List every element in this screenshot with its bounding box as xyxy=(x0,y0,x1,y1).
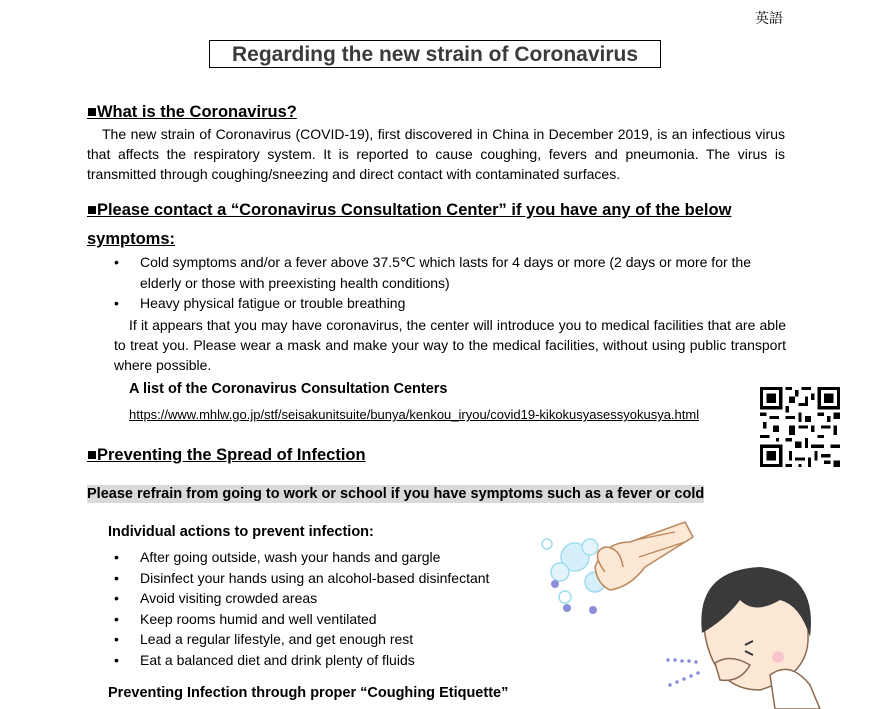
section-heading-what-is: ■What is the Coronavirus? xyxy=(87,103,297,121)
language-tag: 英語 xyxy=(755,10,783,26)
list-item: • Lead a regular lifestyle, and get enough rest xyxy=(114,631,414,647)
section-body-contact: If it appears that you may have coronavirus, the center will introduce you to medical facilities that are able to treat you. Please wear a mask and make your way to the medical facilities, without using public transport where possible. xyxy=(114,317,786,373)
section-heading-contact-cont: symptoms: xyxy=(87,230,176,248)
individual-actions-title: Individual actions to prevent infection: xyxy=(108,524,374,540)
list-item: • Eat a balanced diet and drink plenty of fluids xyxy=(114,651,415,668)
qr-code-icon[interactable] xyxy=(760,387,840,467)
page-title: Regarding the new strain of Coronavirus xyxy=(209,40,661,68)
consultation-list-title: A list of the Coronavirus Consultation Centers xyxy=(129,381,448,397)
list-item: • Heavy physical fatigue or trouble breathing xyxy=(114,295,406,311)
list-item: • After going outside, wash your hands and gargle xyxy=(114,549,441,565)
section-heading-prevent: ■Preventing the Spread of Infection xyxy=(87,446,366,464)
symptom-list xyxy=(114,252,786,314)
prevention-list xyxy=(114,547,560,670)
consultation-centers-link[interactable]: https://www.mhlw.go.jp/stf/seisakunitsuite/bunya/kenkou_iryou/covid19-kikokusyasessyokusya.html xyxy=(129,407,700,422)
coughing-person-illustration xyxy=(660,565,830,709)
coughing-etiquette-title: Preventing Infection through proper “Coughing Etiquette” xyxy=(108,685,509,701)
refrain-notice: Please refrain from going to work or school if you have symptoms such as a fever or cold xyxy=(87,486,705,502)
list-item: • Cold symptoms and/or a fever above 37.5℃ which lasts for 4 days or more (2 days or more for the elderly or those with preexisting health conditions) xyxy=(114,254,751,291)
section-body-what-is: The new strain of Coronavirus (COVID-19), first discovered in China in December 2019, is an infectious virus that affects the respiratory system. It is reported to cause coughing, fevers and pneumonia. The virus is transmitted through coughing/sneezing and direct contact with contaminated surfaces. xyxy=(87,126,785,182)
section-heading-contact: ■Please contact a “Coronavirus Consultation Center” if you have any of the below xyxy=(87,201,732,219)
list-item: • Disinfect your hands using an alcohol-based disinfectant xyxy=(114,569,490,586)
list-item: • Keep rooms humid and well ventilated xyxy=(114,610,377,627)
list-item: • Avoid visiting crowded areas xyxy=(114,590,318,606)
